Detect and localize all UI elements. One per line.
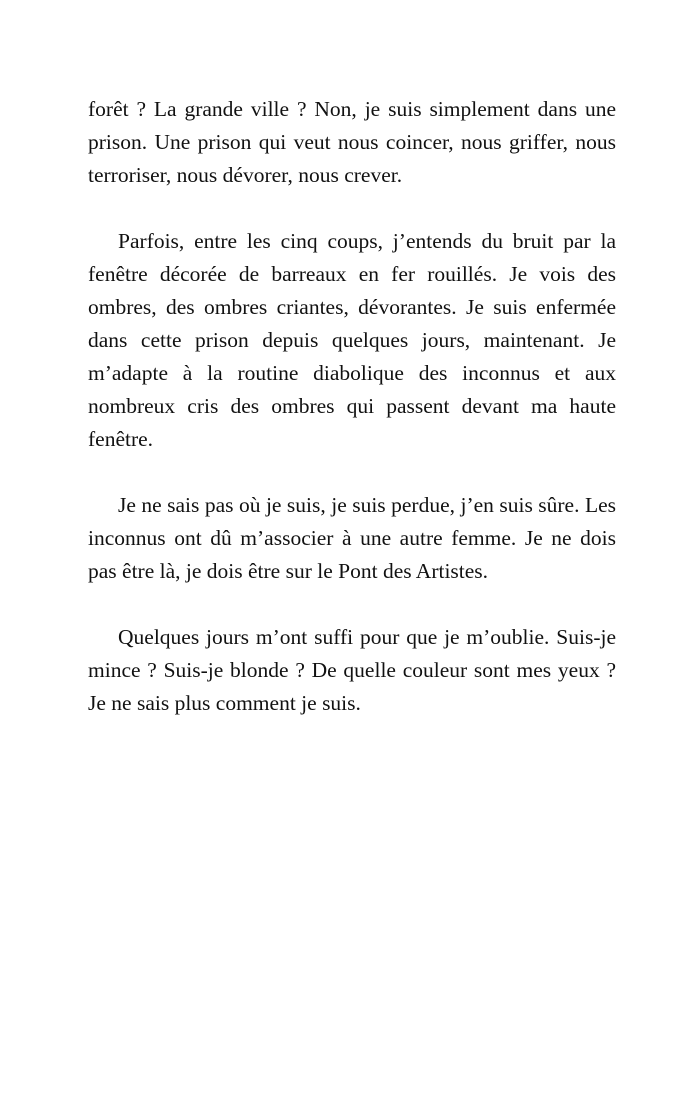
paragraph-lost: Je ne sais pas où je suis, je suis perdue, j’en suis sûre. Les inconnus ont dû m’associer à une autre femme. Je ne dois pas être là, je dois être sur le Pont des Artistes. bbox=[88, 493, 616, 583]
paragraph-continuation: forêt ? La grande ville ? Non, je suis simplement dans une prison. Une prison qui veut nous coincer, nous griffer, nous terroriser, nous dévorer, nous crever. bbox=[88, 97, 616, 187]
paragraph-window-shadows: Parfois, entre les cinq coups, j’entends du bruit par la fenêtre décorée de barreaux en fer rouillés. Je vois des ombres, des ombres criantes, dévorantes. Je suis enfermée dans cette prison depuis quelques jours, maintenant. Je m’adapte à la routine diabolique des inconnus et aux nombreux cris des ombres qui passent devant ma haute fenêtre. bbox=[88, 229, 616, 451]
book-page bbox=[88, 93, 616, 753]
paragraph-forgetting-self: Quelques jours m’ont suffi pour que je m’oublie. Suis-je mince ? Suis-je blonde ? De quelle couleur sont mes yeux ? Je ne sais plus comment je suis. bbox=[88, 625, 616, 715]
